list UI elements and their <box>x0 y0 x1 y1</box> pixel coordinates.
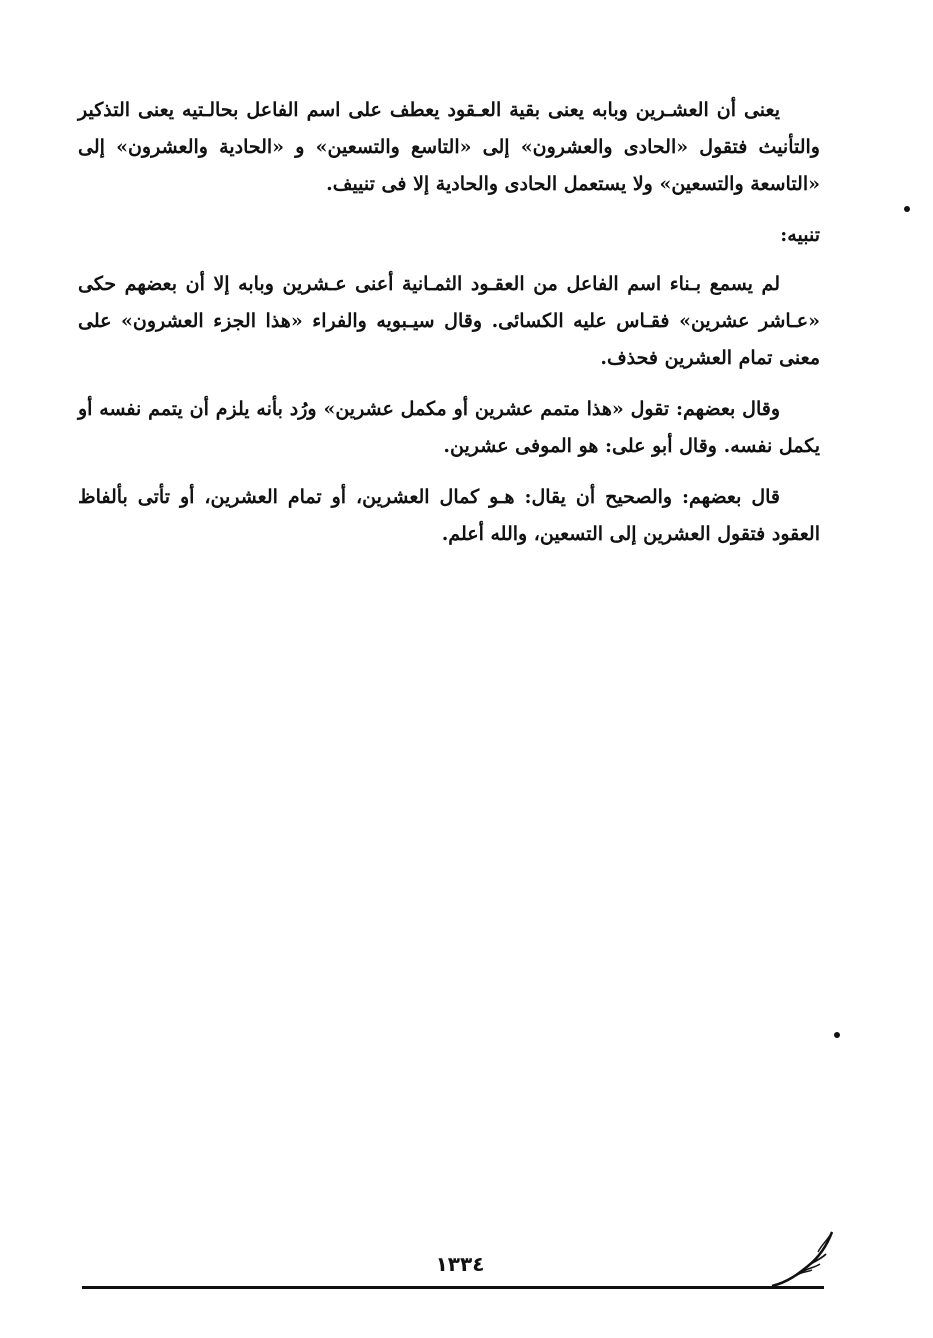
ink-speck <box>834 1032 840 1038</box>
page-number: ١٣٣٤ <box>435 1252 485 1276</box>
paragraph-4: قال بعضهم: والصحيح أن يقال: هـو كمال العشرين، أو تمام العشرين، أو تأتى بألفاظ العقود فتقول العشرين إلى التسعين، والله أعلم. <box>78 486 820 545</box>
paragraph-2: لم يسمع بـناء اسم الفاعل من العقـود الثمـانية أعنى عـشرين وبابه إلا أن بعضهم حكى «عـاشر عشرين» فقـاس عليه الكسائى. وقال سيـبويه والفراء «هذا الجزء العشرون» على معنى تمام العشرين فحذف. <box>78 273 820 369</box>
ink-speck <box>904 206 910 212</box>
main-text <box>78 92 820 567</box>
footer-rule <box>82 1286 824 1289</box>
paragraph-3: وقال بعضهم: تقول «هذا متمم عشرين أو مكمل عشرين» ورُد بأنه يلزم أن يتمم نفسه أو يكمل نفسه. وقال أبو على: هو الموفى عشرين. <box>78 398 820 457</box>
quill-ornament-icon <box>768 1222 838 1292</box>
section-heading: تنبيه: <box>780 224 820 246</box>
paragraph-1: يعنى أن العشـرين وبابه يعنى بقية العـقود يعطف على اسم الفاعل بحالـتيه يعنى التذكير والتأنيث فتقول «الحادى والعشرون» إلى «التاسع والتسعين» و «الحادية والعشرون» إلى «التاسعة والتسعين» ولا يستعمل الحادى والحادية إلا فى تنييف. <box>78 99 820 195</box>
